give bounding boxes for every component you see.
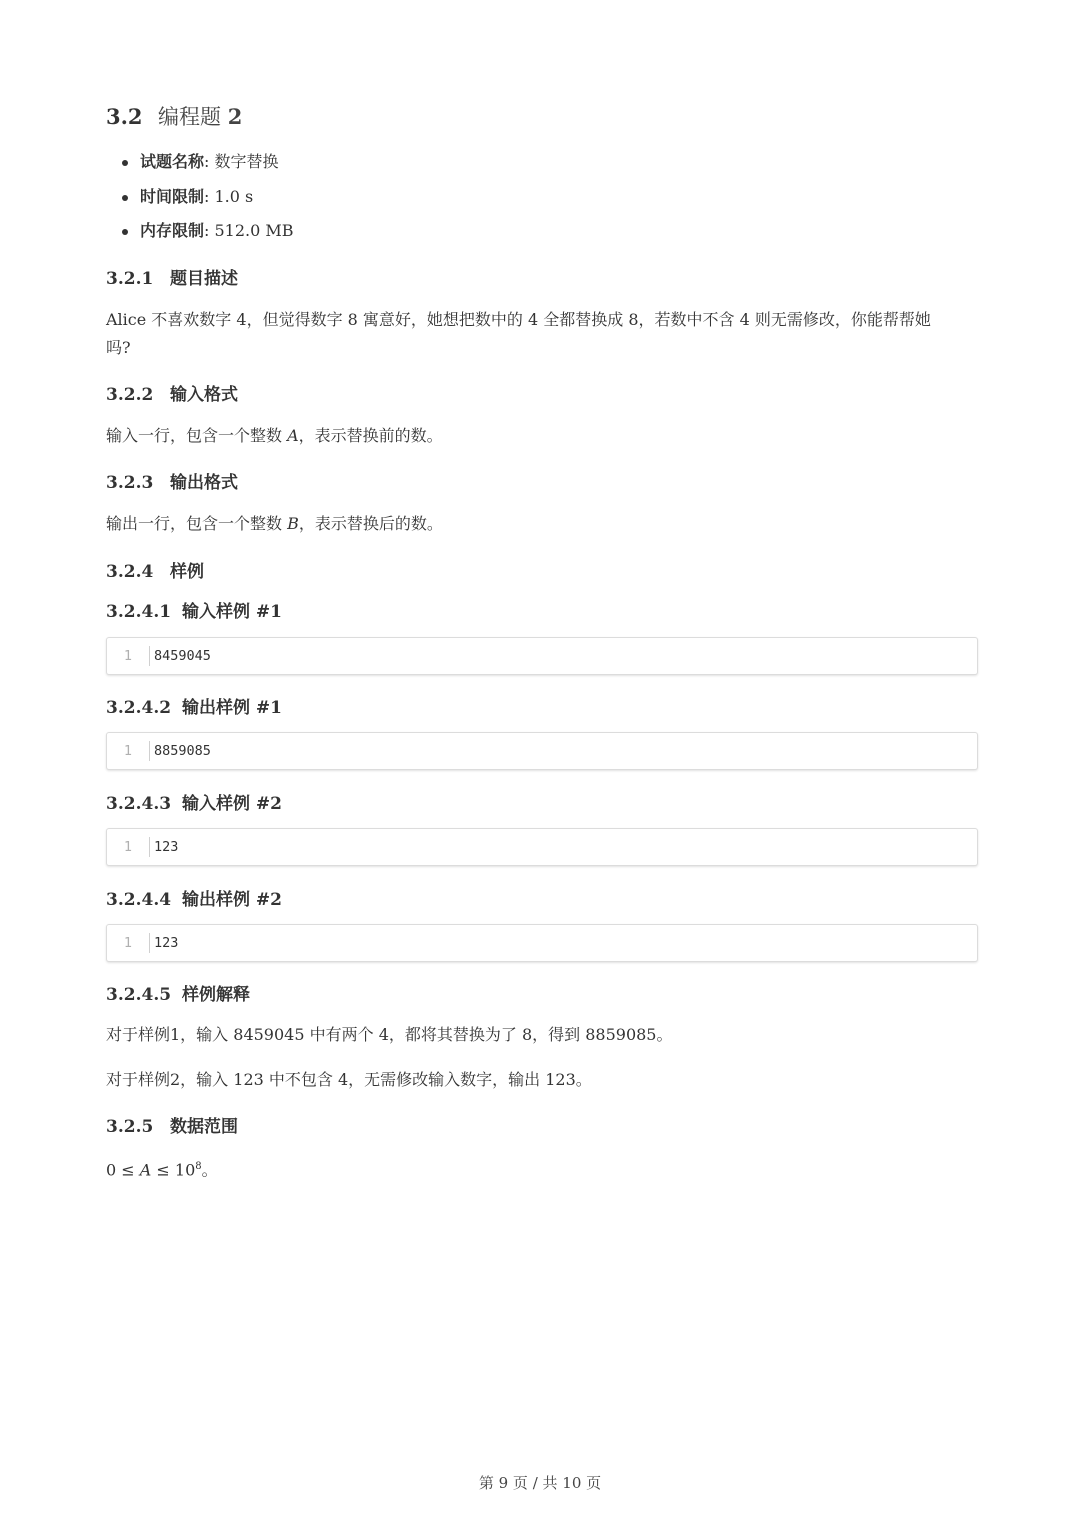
- explanation-heading: 3.2.4.5 样例解释: [106, 985, 250, 1005]
- line-number: 1: [123, 743, 133, 759]
- code-block[interactable]: [106, 732, 978, 770]
- divider: [149, 837, 150, 857]
- input-format-heading: 3.2.2 输入格式: [106, 385, 238, 405]
- sample-heading: 3.2.4.3 输入样例 #2: [106, 794, 282, 814]
- divider: [149, 933, 150, 953]
- output-format-text: 输出一行，包含一个整数 B，表示替换后的数。: [106, 514, 443, 533]
- list-item: 内存限制: 512.0 MB: [106, 217, 294, 252]
- line-number: 1: [123, 935, 133, 951]
- section-title: 编程题 2: [158, 104, 243, 129]
- code-text[interactable]: 123: [154, 839, 179, 855]
- output-format-heading: 3.2.3 输出格式: [106, 473, 238, 493]
- code-text[interactable]: 123: [154, 935, 179, 951]
- sample-heading: 3.2.4.2 输出样例 #1: [106, 698, 282, 718]
- code-block[interactable]: [106, 924, 978, 962]
- page-footer: 第 9 页 / 共 10 页: [478, 1474, 602, 1492]
- code-block[interactable]: [106, 828, 978, 866]
- list-item: 时间限制: 1.0 s: [106, 183, 294, 218]
- explanation-line-2: 对于样例2，输入 123 中不包含 4，无需修改输入数字，输出 123。: [106, 1070, 592, 1089]
- problem-meta-list: [106, 148, 294, 252]
- code-block[interactable]: [106, 637, 978, 675]
- description-line-1: Alice 不喜欢数字 4，但觉得数字 8 寓意好，她想把数中的 4 全都替换成 8，若数中不含 4 则无需修改，你能帮帮她: [106, 310, 931, 329]
- samples-heading: 3.2.4 样例: [106, 562, 204, 582]
- line-number: 1: [123, 648, 133, 664]
- section-number: 3.2: [106, 104, 143, 129]
- description-heading: 3.2.1 题目描述: [106, 269, 238, 289]
- list-item: 试题名称: 数字替换: [106, 148, 294, 183]
- divider: [149, 646, 150, 666]
- sample-heading: 3.2.4.1 输入样例 #1: [106, 602, 282, 622]
- section-heading: [106, 101, 242, 131]
- code-text[interactable]: 8859085: [154, 743, 211, 759]
- description-line-2: 吗?: [106, 338, 131, 357]
- explanation-line-1: 对于样例1，输入 8459045 中有两个 4，都将其替换为了 8，得到 8859085。: [106, 1025, 673, 1044]
- line-number: 1: [123, 839, 133, 855]
- input-format-text: 输入一行，包含一个整数 A，表示替换前的数。: [106, 426, 443, 445]
- range-heading: 3.2.5 数据范围: [106, 1117, 238, 1137]
- range-text: $0 \le A \le 10^8$。: [106, 1160, 218, 1180]
- code-text[interactable]: 8459045: [154, 648, 211, 664]
- divider: [149, 741, 150, 761]
- sample-heading: 3.2.4.4 输出样例 #2: [106, 890, 282, 910]
